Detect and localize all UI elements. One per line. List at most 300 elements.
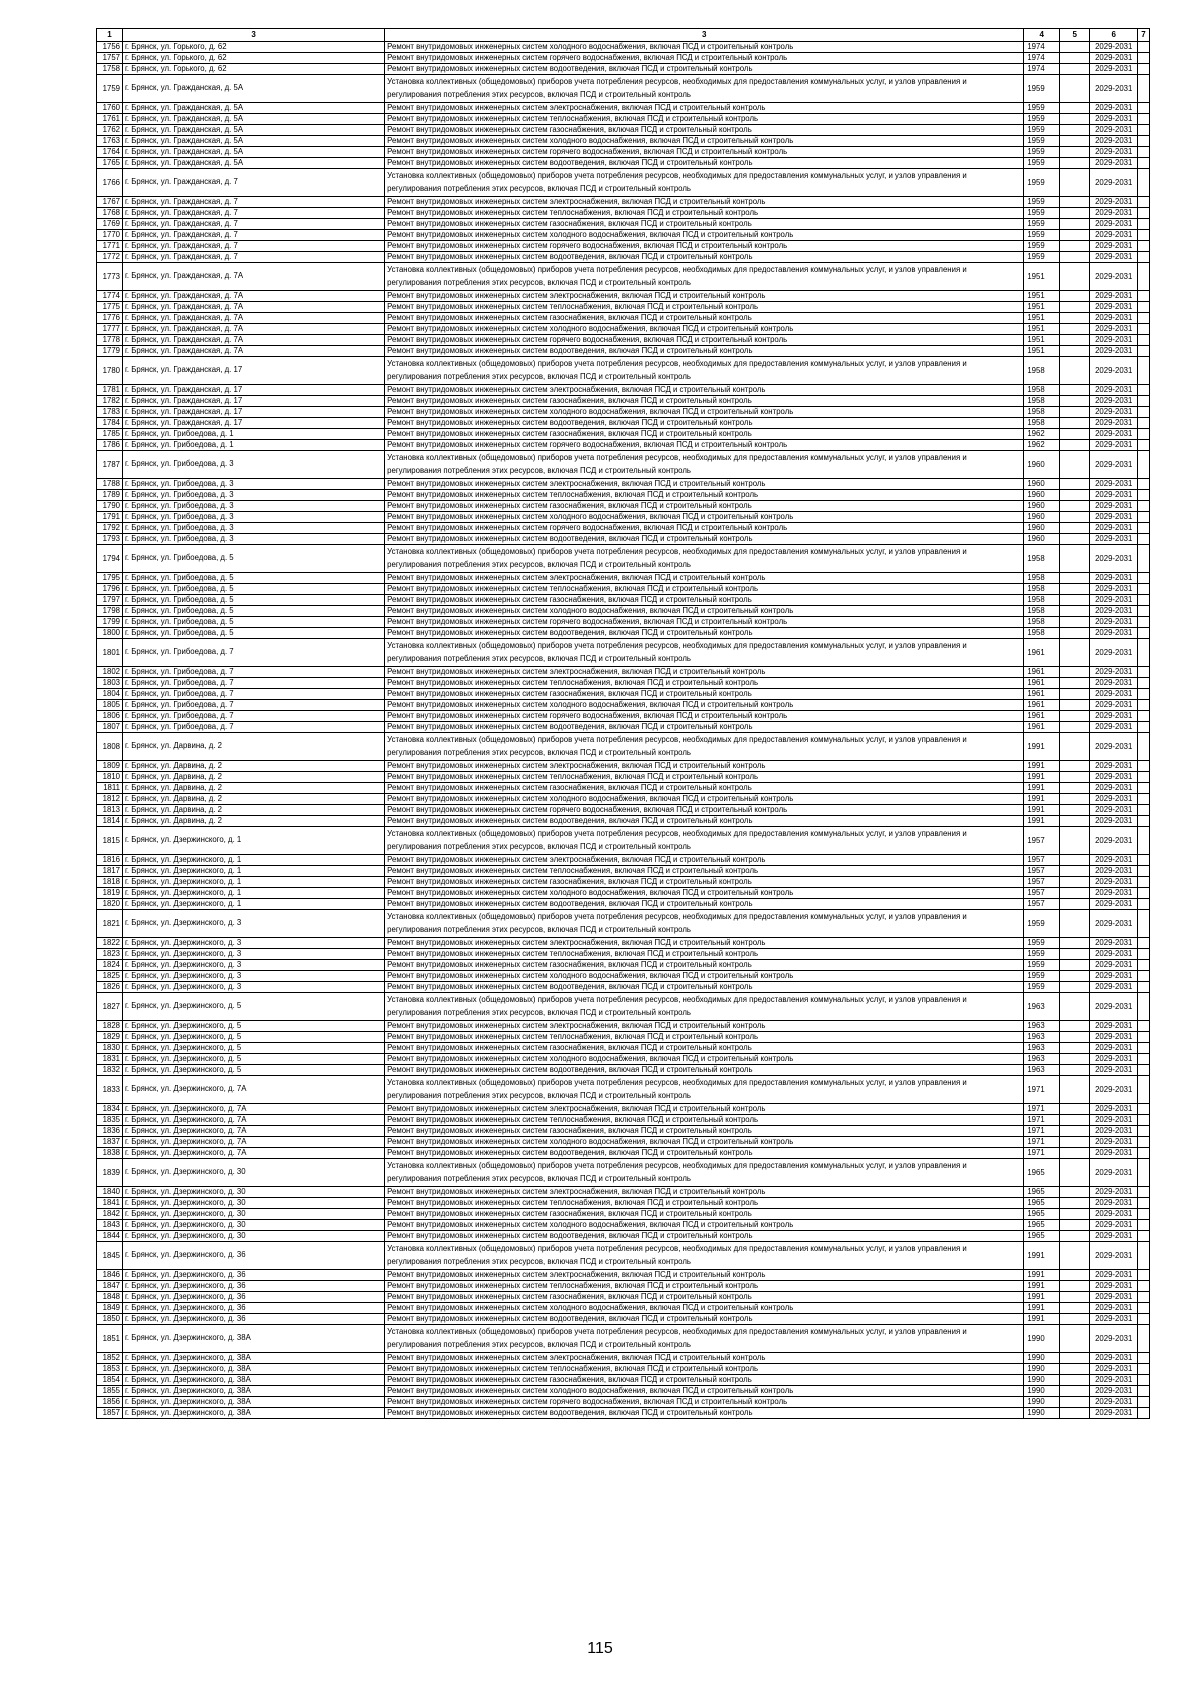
table-row	[97, 208, 1150, 219]
row-number: 1807	[97, 722, 123, 733]
col7-cell	[1138, 722, 1150, 733]
col5-cell	[1060, 1209, 1090, 1220]
table-row	[97, 1076, 1150, 1104]
table-row	[97, 1364, 1150, 1375]
table-row	[97, 982, 1150, 993]
address-cell: г. Брянск, ул. Грибоедова, д. 7	[123, 689, 385, 700]
table-row	[97, 805, 1150, 816]
address-cell: г. Брянск, ул. Дзержинского, д. 36	[123, 1270, 385, 1281]
address-cell: г. Брянск, ул. Горького, д. 62	[123, 53, 385, 64]
col7-cell	[1138, 252, 1150, 263]
address-cell: г. Брянск, ул. Грибоедова, д. 3	[123, 501, 385, 512]
col7-cell	[1138, 855, 1150, 866]
column-header-row	[97, 29, 1150, 42]
work-description-cell: Ремонт внутридомовых инженерных систем водоотведения, включая ПСД и строительный контроль	[385, 982, 1024, 993]
address-cell: г. Брянск, ул. Дзержинского, д. 38А	[123, 1397, 385, 1408]
year-built-cell: 1951	[1024, 291, 1060, 302]
work-description-cell: Ремонт внутридомовых инженерных систем горячего водоснабжения, включая ПСД и строительный контроль	[385, 335, 1024, 346]
row-number: 1787	[97, 451, 123, 479]
table-row	[97, 595, 1150, 606]
row-number: 1803	[97, 678, 123, 689]
row-number: 1832	[97, 1065, 123, 1076]
row-number: 1775	[97, 302, 123, 313]
table-row	[97, 158, 1150, 169]
work-description-cell: Ремонт внутридомовых инженерных систем газоснабжения, включая ПСД и строительный контроль	[385, 1126, 1024, 1137]
row-number: 1850	[97, 1314, 123, 1325]
address-cell: г. Брянск, ул. Дарвина, д. 2	[123, 805, 385, 816]
col5-cell	[1060, 1281, 1090, 1292]
period-cell: 2029-2031	[1090, 1076, 1138, 1104]
work-description-cell: Ремонт внутридомовых инженерных систем холодного водоснабжения, включая ПСД и строительный контроль	[385, 1054, 1024, 1065]
col5-cell	[1060, 440, 1090, 451]
year-built-cell: 1991	[1024, 761, 1060, 772]
work-description-cell: Установка коллективных (общедомовых) приборов учета потребления ресурсов, необходимых для предоставления коммунальных услуг, и узлов управления и регулирования потребления этих ресурсов, включая ПСД и строительный контроль	[385, 1076, 1024, 1104]
table-row	[97, 1386, 1150, 1397]
year-built-cell: 1951	[1024, 324, 1060, 335]
address-cell: г. Брянск, ул. Дзержинского, д. 5	[123, 1043, 385, 1054]
work-description-cell: Ремонт внутридомовых инженерных систем водоотведения, включая ПСД и строительный контроль	[385, 816, 1024, 827]
table-row	[97, 971, 1150, 982]
table-row	[97, 1325, 1150, 1353]
address-cell: г. Брянск, ул. Дзержинского, д. 3	[123, 910, 385, 938]
row-number: 1770	[97, 230, 123, 241]
col7-cell	[1138, 1137, 1150, 1148]
address-cell: г. Брянск, ул. Дарвина, д. 2	[123, 816, 385, 827]
work-description-cell: Ремонт внутридомовых инженерных систем водоотведения, включая ПСД и строительный контроль	[385, 252, 1024, 263]
address-cell: г. Брянск, ул. Дзержинского, д. 7А	[123, 1076, 385, 1104]
address-cell: г. Брянск, ул. Гражданская, д. 5А	[123, 75, 385, 103]
table-row	[97, 136, 1150, 147]
row-number: 1767	[97, 197, 123, 208]
work-description-cell: Ремонт внутридомовых инженерных систем холодного водоснабжения, включая ПСД и строительный контроль	[385, 971, 1024, 982]
period-cell: 2029-2031	[1090, 103, 1138, 114]
work-description-cell: Ремонт внутридомовых инженерных систем холодного водоснабжения, включая ПСД и строительный контроль	[385, 1386, 1024, 1397]
col7-cell	[1138, 1353, 1150, 1364]
address-cell: г. Брянск, ул. Дзержинского, д. 1	[123, 899, 385, 910]
address-cell: г. Брянск, ул. Гражданская, д. 17	[123, 407, 385, 418]
col5-cell	[1060, 982, 1090, 993]
row-number: 1836	[97, 1126, 123, 1137]
period-cell: 2029-2031	[1090, 490, 1138, 501]
year-built-cell: 1959	[1024, 971, 1060, 982]
year-built-cell: 1959	[1024, 147, 1060, 158]
period-cell: 2029-2031	[1090, 208, 1138, 219]
col7-cell	[1138, 512, 1150, 523]
col7-cell	[1138, 595, 1150, 606]
work-description-cell: Установка коллективных (общедомовых) приборов учета потребления ресурсов, необходимых для предоставления коммунальных услуг, и узлов управления и регулирования потребления этих ресурсов, включая ПСД и строительный контроль	[385, 1242, 1024, 1270]
year-built-cell: 1971	[1024, 1104, 1060, 1115]
table-row	[97, 1314, 1150, 1325]
year-built-cell: 1990	[1024, 1353, 1060, 1364]
row-number: 1773	[97, 263, 123, 291]
row-number: 1777	[97, 324, 123, 335]
work-description-cell: Ремонт внутридомовых инженерных систем водоотведения, включая ПСД и строительный контроль	[385, 1148, 1024, 1159]
col5-cell	[1060, 230, 1090, 241]
table-body	[97, 42, 1150, 1419]
address-cell: г. Брянск, ул. Дзержинского, д. 3	[123, 982, 385, 993]
year-built-cell: 1959	[1024, 114, 1060, 125]
year-built-cell: 1959	[1024, 197, 1060, 208]
address-cell: г. Брянск, ул. Грибоедова, д. 1	[123, 429, 385, 440]
row-number: 1814	[97, 816, 123, 827]
period-cell: 2029-2031	[1090, 324, 1138, 335]
col5-cell	[1060, 490, 1090, 501]
work-description-cell: Ремонт внутридомовых инженерных систем теплоснабжения, включая ПСД и строительный контроль	[385, 208, 1024, 219]
col5-cell	[1060, 429, 1090, 440]
period-cell: 2029-2031	[1090, 667, 1138, 678]
col5-cell	[1060, 313, 1090, 324]
col7-cell	[1138, 451, 1150, 479]
col7-cell	[1138, 1115, 1150, 1126]
table-row	[97, 501, 1150, 512]
work-description-cell: Ремонт внутридомовых инженерных систем газоснабжения, включая ПСД и строительный контроль	[385, 689, 1024, 700]
col5-cell	[1060, 1231, 1090, 1242]
work-description-cell: Ремонт внутридомовых инженерных систем холодного водоснабжения, включая ПСД и строительный контроль	[385, 324, 1024, 335]
table-row	[97, 440, 1150, 451]
col7-cell	[1138, 103, 1150, 114]
work-description-cell: Ремонт внутридомовых инженерных систем газоснабжения, включая ПСД и строительный контроль	[385, 1292, 1024, 1303]
table-row	[97, 761, 1150, 772]
work-description-cell: Ремонт внутридомовых инженерных систем холодного водоснабжения, включая ПСД и строительный контроль	[385, 42, 1024, 53]
table-row	[97, 1126, 1150, 1137]
col7-cell	[1138, 440, 1150, 451]
table-row	[97, 64, 1150, 75]
col7-cell	[1138, 1386, 1150, 1397]
row-number: 1792	[97, 523, 123, 534]
period-cell: 2029-2031	[1090, 252, 1138, 263]
table-row	[97, 617, 1150, 628]
col7-cell	[1138, 1076, 1150, 1104]
period-cell: 2029-2031	[1090, 396, 1138, 407]
col-header-3: 3	[385, 29, 1024, 42]
year-built-cell: 1990	[1024, 1325, 1060, 1353]
address-cell: г. Брянск, ул. Грибоедова, д. 3	[123, 479, 385, 490]
address-cell: г. Брянск, ул. Дзержинского, д. 1	[123, 888, 385, 899]
page-number: 115	[587, 1640, 613, 1657]
table-row	[97, 1397, 1150, 1408]
row-number: 1844	[97, 1231, 123, 1242]
table-row	[97, 689, 1150, 700]
col7-cell	[1138, 1148, 1150, 1159]
col7-cell	[1138, 302, 1150, 313]
work-description-cell: Ремонт внутридомовых инженерных систем теплоснабжения, включая ПСД и строительный контроль	[385, 1281, 1024, 1292]
col7-cell	[1138, 899, 1150, 910]
work-description-cell: Установка коллективных (общедомовых) приборов учета потребления ресурсов, необходимых для предоставления коммунальных услуг, и узлов управления и регулирования потребления этих ресурсов, включая ПСД и строительный контроль	[385, 910, 1024, 938]
work-description-cell: Ремонт внутридомовых инженерных систем электроснабжения, включая ПСД и строительный контроль	[385, 1353, 1024, 1364]
address-cell: г. Брянск, ул. Гражданская, д. 7А	[123, 302, 385, 313]
period-cell: 2029-2031	[1090, 722, 1138, 733]
year-built-cell: 1965	[1024, 1159, 1060, 1187]
col7-cell	[1138, 982, 1150, 993]
table-row	[97, 1375, 1150, 1386]
period-cell: 2029-2031	[1090, 1242, 1138, 1270]
col5-cell	[1060, 158, 1090, 169]
col5-cell	[1060, 114, 1090, 125]
table-row	[97, 877, 1150, 888]
year-built-cell: 1959	[1024, 241, 1060, 252]
col7-cell	[1138, 490, 1150, 501]
period-cell: 2029-2031	[1090, 197, 1138, 208]
year-built-cell: 1958	[1024, 385, 1060, 396]
row-number: 1806	[97, 711, 123, 722]
period-cell: 2029-2031	[1090, 1386, 1138, 1397]
row-number: 1826	[97, 982, 123, 993]
work-description-cell: Ремонт внутридомовых инженерных систем водоотведения, включая ПСД и строительный контроль	[385, 158, 1024, 169]
year-built-cell: 1951	[1024, 263, 1060, 291]
row-number: 1774	[97, 291, 123, 302]
period-cell: 2029-2031	[1090, 1292, 1138, 1303]
row-number: 1756	[97, 42, 123, 53]
address-cell: г. Брянск, ул. Грибоедова, д. 1	[123, 440, 385, 451]
address-cell: г. Брянск, ул. Дзержинского, д. 38А	[123, 1353, 385, 1364]
address-cell: г. Брянск, ул. Грибоедова, д. 3	[123, 512, 385, 523]
address-cell: г. Брянск, ул. Дзержинского, д. 30	[123, 1198, 385, 1209]
col-header-7: 7	[1138, 29, 1150, 42]
work-description-cell: Ремонт внутридомовых инженерных систем теплоснабжения, включая ПСД и строительный контроль	[385, 772, 1024, 783]
row-number: 1843	[97, 1220, 123, 1231]
col-header-4: 4	[1024, 29, 1060, 42]
table-row	[97, 960, 1150, 971]
period-cell: 2029-2031	[1090, 1137, 1138, 1148]
table-row	[97, 523, 1150, 534]
row-number: 1828	[97, 1021, 123, 1032]
row-number: 1782	[97, 396, 123, 407]
year-built-cell: 1990	[1024, 1375, 1060, 1386]
table-row	[97, 42, 1150, 53]
col7-cell	[1138, 1231, 1150, 1242]
table-row	[97, 335, 1150, 346]
period-cell: 2029-2031	[1090, 42, 1138, 53]
period-cell: 2029-2031	[1090, 169, 1138, 197]
address-cell: г. Брянск, ул. Гражданская, д. 5А	[123, 103, 385, 114]
work-description-cell: Ремонт внутридомовых инженерных систем теплоснабжения, включая ПСД и строительный контроль	[385, 490, 1024, 501]
period-cell: 2029-2031	[1090, 816, 1138, 827]
address-cell: г. Брянск, ул. Дзержинского, д. 1	[123, 866, 385, 877]
year-built-cell: 1991	[1024, 794, 1060, 805]
row-number: 1760	[97, 103, 123, 114]
col5-cell	[1060, 761, 1090, 772]
address-cell: г. Брянск, ул. Гражданская, д. 17	[123, 385, 385, 396]
col5-cell	[1060, 1076, 1090, 1104]
period-cell: 2029-2031	[1090, 617, 1138, 628]
row-number: 1825	[97, 971, 123, 982]
table-row	[97, 899, 1150, 910]
col7-cell	[1138, 545, 1150, 573]
col5-cell	[1060, 1397, 1090, 1408]
year-built-cell: 1963	[1024, 1043, 1060, 1054]
col7-cell	[1138, 960, 1150, 971]
table-row	[97, 1104, 1150, 1115]
period-cell: 2029-2031	[1090, 1115, 1138, 1126]
work-description-cell: Ремонт внутридомовых инженерных систем газоснабжения, включая ПСД и строительный контроль	[385, 960, 1024, 971]
col5-cell	[1060, 783, 1090, 794]
col5-cell	[1060, 667, 1090, 678]
period-cell: 2029-2031	[1090, 949, 1138, 960]
col7-cell	[1138, 241, 1150, 252]
col5-cell	[1060, 617, 1090, 628]
row-number: 1808	[97, 733, 123, 761]
col5-cell	[1060, 827, 1090, 855]
address-cell: г. Брянск, ул. Гражданская, д. 7А	[123, 313, 385, 324]
col7-cell	[1138, 407, 1150, 418]
year-built-cell: 1961	[1024, 689, 1060, 700]
year-built-cell: 1958	[1024, 407, 1060, 418]
work-description-cell: Установка коллективных (общедомовых) приборов учета потребления ресурсов, необходимых для предоставления коммунальных услуг, и узлов управления и регулирования потребления этих ресурсов, включая ПСД и строительный контроль	[385, 639, 1024, 667]
period-cell: 2029-2031	[1090, 639, 1138, 667]
period-cell: 2029-2031	[1090, 1104, 1138, 1115]
col5-cell	[1060, 1270, 1090, 1281]
row-number: 1783	[97, 407, 123, 418]
address-cell: г. Брянск, ул. Дзержинского, д. 30	[123, 1159, 385, 1187]
address-cell: г. Брянск, ул. Дзержинского, д. 3	[123, 938, 385, 949]
year-built-cell: 1962	[1024, 440, 1060, 451]
year-built-cell: 1990	[1024, 1397, 1060, 1408]
address-cell: г. Брянск, ул. Дзержинского, д. 7А	[123, 1126, 385, 1137]
col5-cell	[1060, 385, 1090, 396]
address-cell: г. Брянск, ул. Дзержинского, д. 3	[123, 949, 385, 960]
col7-cell	[1138, 385, 1150, 396]
work-description-cell: Ремонт внутридомовых инженерных систем электроснабжения, включая ПСД и строительный контроль	[385, 1270, 1024, 1281]
row-number: 1795	[97, 573, 123, 584]
col5-cell	[1060, 263, 1090, 291]
row-number: 1852	[97, 1353, 123, 1364]
table-row	[97, 1292, 1150, 1303]
work-description-cell: Ремонт внутридомовых инженерных систем горячего водоснабжения, включая ПСД и строительный контроль	[385, 617, 1024, 628]
col5-cell	[1060, 711, 1090, 722]
row-number: 1854	[97, 1375, 123, 1386]
col7-cell	[1138, 733, 1150, 761]
period-cell: 2029-2031	[1090, 230, 1138, 241]
year-built-cell: 1951	[1024, 346, 1060, 357]
address-cell: г. Брянск, ул. Дзержинского, д. 1	[123, 877, 385, 888]
table-row	[97, 1065, 1150, 1076]
col5-cell	[1060, 75, 1090, 103]
period-cell: 2029-2031	[1090, 772, 1138, 783]
period-cell: 2029-2031	[1090, 689, 1138, 700]
row-number: 1834	[97, 1104, 123, 1115]
period-cell: 2029-2031	[1090, 827, 1138, 855]
year-built-cell: 1959	[1024, 75, 1060, 103]
row-number: 1794	[97, 545, 123, 573]
row-number: 1823	[97, 949, 123, 960]
period-cell: 2029-2031	[1090, 302, 1138, 313]
work-description-cell: Ремонт внутридомовых инженерных систем электроснабжения, включая ПСД и строительный контроль	[385, 573, 1024, 584]
col5-cell	[1060, 1115, 1090, 1126]
period-cell: 2029-2031	[1090, 451, 1138, 479]
col5-cell	[1060, 1198, 1090, 1209]
work-description-cell: Установка коллективных (общедомовых) приборов учета потребления ресурсов, необходимых для предоставления коммунальных услуг, и узлов управления и регулирования потребления этих ресурсов, включая ПСД и строительный контроль	[385, 1159, 1024, 1187]
col7-cell	[1138, 335, 1150, 346]
period-cell: 2029-2031	[1090, 75, 1138, 103]
work-description-cell: Ремонт внутридомовых инженерных систем горячего водоснабжения, включая ПСД и строительный контроль	[385, 53, 1024, 64]
col7-cell	[1138, 1065, 1150, 1076]
col5-cell	[1060, 1242, 1090, 1270]
year-built-cell: 1958	[1024, 545, 1060, 573]
table-row	[97, 711, 1150, 722]
row-number: 1813	[97, 805, 123, 816]
table-row	[97, 794, 1150, 805]
period-cell: 2029-2031	[1090, 805, 1138, 816]
col7-cell	[1138, 1325, 1150, 1353]
table-row	[97, 910, 1150, 938]
col7-cell	[1138, 711, 1150, 722]
row-number: 1796	[97, 584, 123, 595]
col7-cell	[1138, 219, 1150, 230]
col7-cell	[1138, 169, 1150, 197]
work-description-cell: Ремонт внутридомовых инженерных систем водоотведения, включая ПСД и строительный контроль	[385, 628, 1024, 639]
year-built-cell: 1991	[1024, 1292, 1060, 1303]
year-built-cell: 1990	[1024, 1386, 1060, 1397]
row-number: 1840	[97, 1187, 123, 1198]
period-cell: 2029-2031	[1090, 1021, 1138, 1032]
table-row	[97, 324, 1150, 335]
col5-cell	[1060, 501, 1090, 512]
col5-cell	[1060, 1104, 1090, 1115]
col7-cell	[1138, 938, 1150, 949]
address-cell: г. Брянск, ул. Гражданская, д. 17	[123, 418, 385, 429]
period-cell: 2029-2031	[1090, 628, 1138, 639]
table-row	[97, 938, 1150, 949]
row-number: 1790	[97, 501, 123, 512]
period-cell: 2029-2031	[1090, 938, 1138, 949]
address-cell: г. Брянск, ул. Дарвина, д. 2	[123, 761, 385, 772]
table-row	[97, 667, 1150, 678]
address-cell: г. Брянск, ул. Дзержинского, д. 38А	[123, 1386, 385, 1397]
year-built-cell: 1958	[1024, 617, 1060, 628]
period-cell: 2029-2031	[1090, 534, 1138, 545]
row-number: 1856	[97, 1397, 123, 1408]
col5-cell	[1060, 346, 1090, 357]
col5-cell	[1060, 335, 1090, 346]
col7-cell	[1138, 1408, 1150, 1419]
work-description-cell: Ремонт внутридомовых инженерных систем газоснабжения, включая ПСД и строительный контроль	[385, 783, 1024, 794]
period-cell: 2029-2031	[1090, 910, 1138, 938]
col7-cell	[1138, 772, 1150, 783]
work-description-cell: Ремонт внутридомовых инженерных систем холодного водоснабжения, включая ПСД и строительный контроль	[385, 512, 1024, 523]
period-cell: 2029-2031	[1090, 733, 1138, 761]
work-description-cell: Ремонт внутридомовых инженерных систем электроснабжения, включая ПСД и строительный контроль	[385, 761, 1024, 772]
address-cell: г. Брянск, ул. Дзержинского, д. 36	[123, 1242, 385, 1270]
col5-cell	[1060, 1021, 1090, 1032]
year-built-cell: 1965	[1024, 1187, 1060, 1198]
col7-cell	[1138, 617, 1150, 628]
col5-cell	[1060, 794, 1090, 805]
year-built-cell: 1958	[1024, 418, 1060, 429]
col5-cell	[1060, 700, 1090, 711]
col5-cell	[1060, 1375, 1090, 1386]
period-cell: 2029-2031	[1090, 584, 1138, 595]
address-cell: г. Брянск, ул. Гражданская, д. 5А	[123, 147, 385, 158]
col7-cell	[1138, 794, 1150, 805]
period-cell: 2029-2031	[1090, 1198, 1138, 1209]
col7-cell	[1138, 584, 1150, 595]
address-cell: г. Брянск, ул. Гражданская, д. 7	[123, 252, 385, 263]
row-number: 1799	[97, 617, 123, 628]
work-description-cell: Ремонт внутридомовых инженерных систем холодного водоснабжения, включая ПСД и строительный контроль	[385, 230, 1024, 241]
table-row	[97, 1303, 1150, 1314]
period-cell: 2029-2031	[1090, 971, 1138, 982]
col5-cell	[1060, 169, 1090, 197]
col7-cell	[1138, 263, 1150, 291]
row-number: 1764	[97, 147, 123, 158]
col7-cell	[1138, 816, 1150, 827]
col5-cell	[1060, 1137, 1090, 1148]
col7-cell	[1138, 805, 1150, 816]
col5-cell	[1060, 1148, 1090, 1159]
period-cell: 2029-2031	[1090, 783, 1138, 794]
row-number: 1810	[97, 772, 123, 783]
period-cell: 2029-2031	[1090, 263, 1138, 291]
